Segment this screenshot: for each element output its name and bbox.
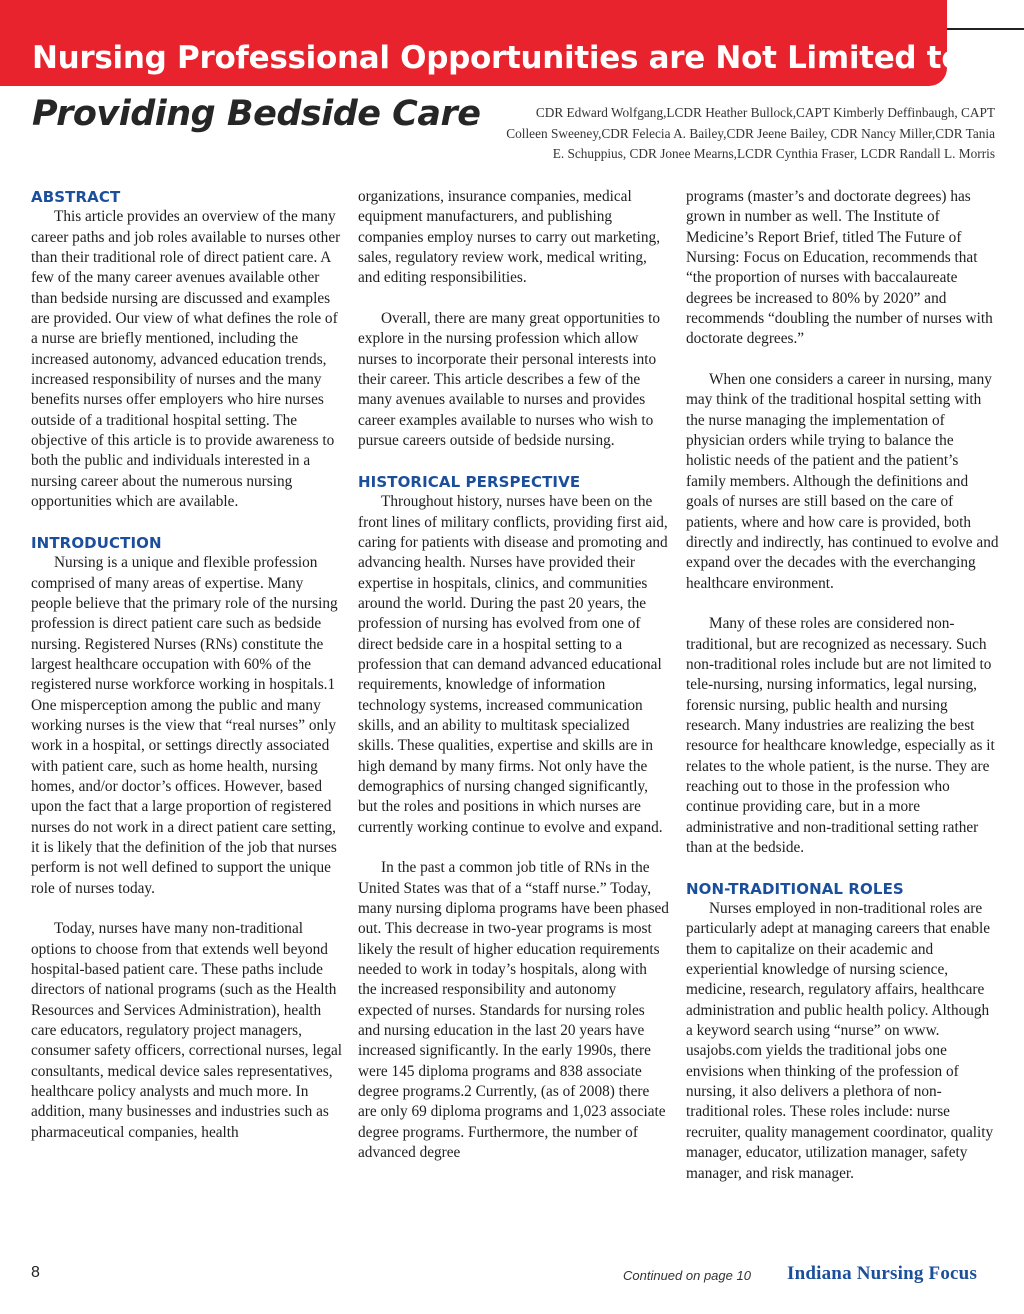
body-paragraph: Overall, there are many great opportunities to explore in the nursing profession which allow nurses to incorporate their personal interests into their career. This article describes a few of the many avenues available to nurses and provides career examples available to nurses who wish to pursue careers outside of bedside nursing.: [358, 310, 661, 450]
abstract-paragraph: This article provides an overview of the many career paths and job roles available to nurses other than their traditional role of direct patient care. A few of the many career avenues available other than bedside nursing are discussed and examples are provided. Our view of what defines the role of a nurse are briefly mentioned, including the increased autonomy, advanced education trends, increased responsibility of nurses and the many benefits nurses offer employers who hire nurses outside of a traditional hospital setting. The objective of this article is to provide awareness to both the public and individuals interested in a nursing career about the numerous nursing opportunities which are available.: [31, 208, 341, 511]
body-paragraph: Nurses employed in non-traditional roles are particularly adept at managing careers that enable them to capitalize on their academic and experiential knowledge of nursing science, medicine, research, regulatory affairs, healthcare administration and public health policy. Although a keyword search using “nurse” on www. usajobs.com yields the traditional jobs one envisions when thinking of the profession of nursing, it also delivers a plethora of non-traditional roles. These roles include: nurse recruiter, quality management coordinator, quality manager, educator, utilization manager, safety manager, and risk manager.: [686, 900, 994, 1182]
column-3: [686, 187, 999, 1184]
publication-name: Indiana Nursing Focus: [787, 1263, 978, 1284]
page-number: 8: [31, 1264, 40, 1281]
body-paragraph: In the past a common job title of RNs in the United States was that of a “staff nurse.” Today, many nursing diploma programs have been phased out. This decrease in two-year programs is most likely the result of higher education requirements needed to work in today’s hospitals, along with the increased responsibility and autonomy expected of nurses. Standards for nursing roles and nursing education in the last 20 years have increased significantly. In the early 1990s, there were 145 diploma programs and 838 associate degree programs.2 Currently, (as of 2008) there are only 69 diploma programs and 1,023 associate degree programs. Furthermore, the number of advanced degree: [358, 859, 669, 1162]
non-traditional-roles-heading: NON-TRADITIONAL ROLES: [686, 879, 904, 898]
article-title: Nursing Professional Opportunities are Not Limited to: [32, 40, 963, 76]
continued-note: Continued on page 10: [623, 1268, 751, 1283]
column-2: [358, 187, 669, 1164]
author-list: [472, 103, 995, 165]
abstract-heading: ABSTRACT: [31, 188, 121, 206]
body-paragraph: organizations, insurance companies, medical equipment manufacturers, and publishing companies employ nurses to carry out marketing, sales, regulatory review work, medical writing, and editing responsibilities.: [358, 188, 661, 287]
body-paragraph: Nursing is a unique and flexible profession comprised of many areas of expertise. Many people believe that the primary role of the nursing profession is direct patient care such as bedside nursing. Registered Nurses (RNs) constitute the largest healthcare occupation with 60% of the registered nurse workforce working in hospitals.1 One misperception among the public and many working nurses is the view that “real nurses” only work in a hospital, or settings directly associated with patient care, such as home health, nursing homes, and/or doctor’s offices. However, based upon the fact that a large proportion of registered nurses do not work in a direct patient care setting, it is likely that the definition of the job that nurses perform is not well defined to support the unique role of nurses today.: [31, 554, 338, 897]
column-1: [31, 187, 347, 1143]
body-paragraph: When one considers a career in nursing, many may think of the traditional hospital setting with the nurse managing the implementation of physician orders while trying to balance the holistic needs of the patient and the patient’s family members. Although the definitions and goals of nurses are still based on the care of patients, where and how care is provided, both directly and indirectly, has continued to evolve and expand over the decades with the everchanging healthcare environment.: [686, 371, 999, 592]
article-title-continued: Providing Bedside Care: [32, 94, 481, 134]
introduction-heading: INTRODUCTION: [31, 533, 162, 552]
body-paragraph: Throughout history, nurses have been on the front lines of military conflicts, providing first aid, caring for patients with disease and promoting and advancing health. Nurses have provided their expertise in hospitals, clinics, and communities around the world. During the past 20 years, the profession of nursing has evolved from one of direct bedside care in a hospital setting to a profession that can demand advanced educational requirements, knowledge of information technology systems, increased communication skills, and an ability to multitask specialized skills. These qualities, expertise and skills are in high demand by many firms. Not only have the demographics of nursing changed significantly, but the roles and positions in which nurses are currently working continue to evolve and expand.: [358, 493, 668, 836]
author-line: CDR Edward Wolfgang,LCDR Heather Bullock,CAPT Kimberly Deffinbaugh, CAPT: [535, 105, 995, 120]
historical-perspective-heading: HISTORICAL PERSPECTIVE: [358, 472, 581, 491]
author-line: Colleen Sweeney,CDR Felecia A. Bailey,CDR Jeene Bailey, CDR Nancy Miller,CDR Tania: [506, 125, 995, 141]
body-paragraph: Many of these roles are considered non-traditional, but are recognized as necessary. Such non-traditional roles include but are not limited to tele-nursing, nursing informatics, legal nursing, forensic nursing, public health and nursing research. Many industries are realizing the best resource for healthcare knowledge, especially as it relates to the whole patient, is the nurse. They are reaching out to those in the profession who continue providing care, but in a more administrative and non-traditional setting rather than at the bedside.: [686, 615, 995, 856]
body-paragraph: programs (master’s and doctorate degrees) has grown in number as well. The Institute of Medicine’s Report Brief, titled The Future of Nursing: Focus on Education, recommends that “the proportion of nurses with baccalaureate degrees be increased to 80% by 2020” and recommends “doubling the number of nurses with doctorate degrees.”: [686, 188, 993, 348]
body-paragraph: Today, nurses have many non-traditional options to choose from that extends well beyond hospital-based patient care. These paths include directors of national programs (such as the Health Resources and Services Administration), health care educators, regulatory project managers, consumer safety officers, correctional nurses, legal consultants, medical device sales representatives, healthcare policy analysts and much more. In addition, many businesses and industries such as pharmaceutical companies, health: [31, 920, 343, 1141]
header-rule: [947, 28, 1024, 30]
author-line: E. Schuppius, CDR Jonee Mearns,LCDR Cynthia Fraser, LCDR Randall L. Morris: [552, 146, 995, 161]
